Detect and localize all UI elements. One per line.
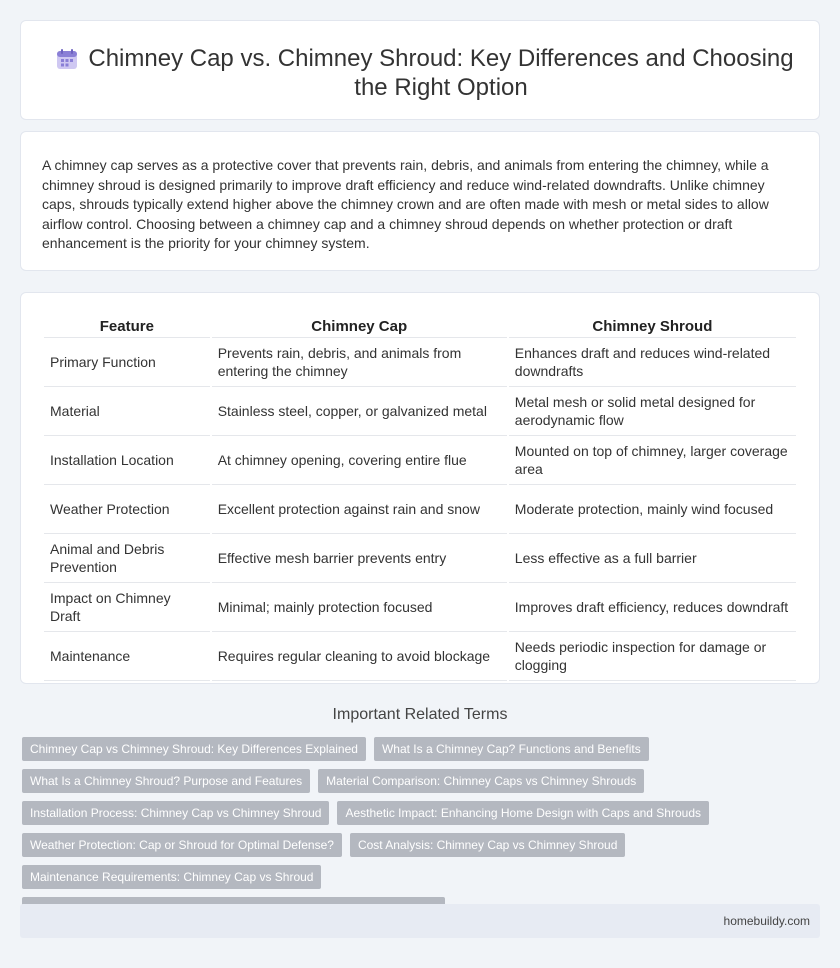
related-term-tag[interactable]: Installation Process: Chimney Cap vs Chimney Shroud — [22, 801, 329, 825]
table-row — [44, 534, 796, 583]
row-feature: Weather Protection — [44, 485, 210, 534]
table-header-row — [44, 311, 796, 338]
table-row — [44, 583, 796, 632]
row-feature: Material — [44, 387, 210, 436]
related-term-tag[interactable]: Material Comparison: Chimney Caps vs Chimney Shrouds — [318, 769, 644, 793]
row-cap-value: Effective mesh barrier prevents entry — [212, 534, 507, 583]
comparison-table-card — [20, 292, 820, 684]
row-shroud-value: Improves draft efficiency, reduces downdraft — [509, 583, 796, 632]
row-cap-value: At chimney opening, covering entire flue — [212, 436, 507, 485]
table-row — [44, 387, 796, 436]
row-feature: Installation Location — [44, 436, 210, 485]
row-feature: Animal and Debris Prevention — [44, 534, 210, 583]
related-term-tag[interactable]: Aesthetic Impact: Enhancing Home Design with Caps and Shrouds — [337, 801, 709, 825]
related-term-tag[interactable]: What Is a Chimney Cap? Functions and Benefits — [374, 737, 649, 761]
row-shroud-value: Less effective as a full barrier — [509, 534, 796, 583]
related-term-tag[interactable]: Cost Analysis: Chimney Cap vs Chimney Shroud — [350, 833, 625, 857]
related-term-tag[interactable]: Maintenance Requirements: Chimney Cap vs Shroud — [22, 865, 321, 889]
related-term-tag[interactable]: What Is a Chimney Shroud? Purpose and Features — [22, 769, 310, 793]
header-chimney-cap: Chimney Cap — [212, 311, 507, 338]
row-cap-value: Prevents rain, debris, and animals from entering the chimney — [212, 338, 507, 387]
row-feature: Impact on Chimney Draft — [44, 583, 210, 632]
table-row — [44, 338, 796, 387]
footer-site-link[interactable]: homebuildy.com — [723, 914, 810, 928]
header-feature: Feature — [44, 311, 210, 338]
row-feature: Maintenance — [44, 632, 210, 681]
row-shroud-value: Mounted on top of chimney, larger coverage area — [509, 436, 796, 485]
table-row — [44, 436, 796, 485]
row-cap-value: Excellent protection against rain and snow — [212, 485, 507, 534]
related-terms-heading: Important Related Terms — [332, 706, 508, 723]
row-shroud-value: Moderate protection, mainly wind focused — [509, 485, 796, 534]
table-row — [44, 632, 796, 681]
intro-card — [20, 131, 820, 271]
row-shroud-value: Enhances draft and reduces wind-related downdrafts — [509, 338, 796, 387]
row-cap-value: Requires regular cleaning to avoid blockage — [212, 632, 507, 681]
header-chimney-shroud: Chimney Shroud — [509, 311, 796, 338]
related-term-tag[interactable]: Weather Protection: Cap or Shroud for Optimal Defense? — [22, 833, 342, 857]
row-cap-value: Minimal; mainly protection focused — [212, 583, 507, 632]
row-feature: Primary Function — [44, 338, 210, 387]
footer — [20, 904, 820, 938]
row-cap-value: Stainless steel, copper, or galvanized metal — [212, 387, 507, 436]
row-shroud-value: Metal mesh or solid metal designed for aerodynamic flow — [509, 387, 796, 436]
title-card — [20, 20, 820, 120]
table-row — [44, 485, 796, 534]
page-title: Chimney Cap vs. Chimney Shroud: Key Differences and Choosing the Right Option — [88, 45, 794, 101]
comparison-table — [42, 311, 798, 681]
related-terms-list — [22, 737, 742, 929]
intro-paragraph: A chimney cap serves as a protective cover that prevents rain, debris, and animals from entering the chimney, while a chimney shroud is designed primarily to improve draft efficiency and reduce wind-related downdrafts. Unlike chimney caps, shrouds typically extend higher above the chimney crown and are often made with mesh or metal sides to allow airflow control. Choosing between a chimney cap and a chimney shroud depends on whether protection or draft enhancement is the priority for your chimney system. — [42, 157, 769, 251]
row-shroud-value: Needs periodic inspection for damage or clogging — [509, 632, 796, 681]
related-term-tag[interactable]: Chimney Cap vs Chimney Shroud: Key Differences Explained — [22, 737, 366, 761]
